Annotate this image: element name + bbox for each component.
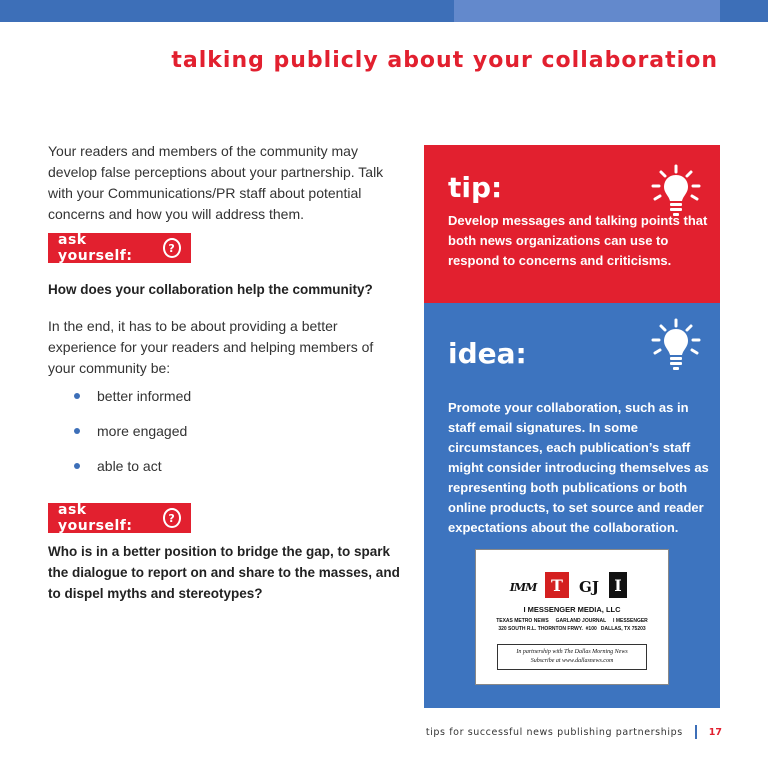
lightbulb-icon — [648, 317, 704, 373]
publication-logos — [510, 572, 627, 598]
tip-text: Develop messages and talking points that both news organizations can use to respond to concerns and criticisms. — [448, 213, 708, 268]
company-name: I MESSENGER MEDIA, LLC — [523, 605, 621, 614]
texas-metro-news-logo: T — [545, 572, 569, 598]
top-bar-right — [720, 0, 768, 22]
bullet-list — [74, 386, 191, 491]
idea-heading: idea: — [448, 337, 527, 370]
partnership-line: In partnership with The Dallas Morning News — [516, 649, 628, 655]
top-bar-middle — [454, 0, 720, 22]
footer-divider — [695, 725, 697, 739]
publication-list: TEXAS METRO NEWS GARLAND JOURNAL I MESSENGER — [496, 618, 648, 624]
bullet-item: better informed — [74, 386, 191, 421]
body-paragraph-2: In the end, it has to be about providing a better experience for your readers and helping members of your community be: — [48, 318, 374, 376]
imm-logo: IMM — [509, 580, 537, 594]
page-number: 17 — [708, 726, 722, 738]
partnership-box — [497, 644, 647, 670]
tip-box — [424, 145, 720, 303]
page-footer — [426, 725, 722, 739]
bullet-item: able to act — [74, 456, 191, 491]
company-address: 320 SOUTH R.L. THORNTON FRWY. #100 DALLAS, TX 75203 — [498, 626, 646, 632]
question-1: How does your collaboration help the community? — [48, 282, 373, 297]
bullet-item: more engaged — [74, 421, 191, 456]
ask-yourself-label: ask yourself: — [58, 502, 133, 534]
question-bubble-icon: ? — [163, 238, 181, 258]
ask-yourself-badge — [48, 233, 191, 263]
page-title: talking publicly about your collaboration — [171, 48, 718, 73]
email-signature-example — [475, 549, 669, 685]
footer-text: tips for successful news publishing partnerships — [425, 726, 683, 738]
i-messenger-logo: I — [609, 572, 627, 598]
intro-paragraph: Your readers and members of the community may develop false perceptions about your partnership. Talk with your Communications/PR staff about potential concerns and how you will address them. — [48, 143, 384, 222]
idea-text: Promote your collaboration, such as in staff email signatures. In some circumstances, each publication’s staff might consider introducing themselves as representing both publications or both online products, to set source and reader expectations about the collaboration. — [448, 400, 709, 535]
subscribe-line: Subscribe at www.dallasnews.com — [530, 658, 614, 664]
idea-box — [424, 303, 720, 708]
garland-journal-logo: GJ — [579, 578, 599, 596]
question-2: Who is in a better position to bridge the gap, to spark the dialogue to report on and share to the masses, and to dispel myths and stereotypes? — [48, 544, 400, 601]
ask-yourself-badge-2 — [48, 503, 191, 533]
tip-heading: tip: — [448, 171, 503, 204]
ask-yourself-label: ask yourself: — [58, 232, 133, 264]
question-bubble-icon: ? — [163, 508, 181, 528]
top-bar-left — [0, 0, 454, 22]
